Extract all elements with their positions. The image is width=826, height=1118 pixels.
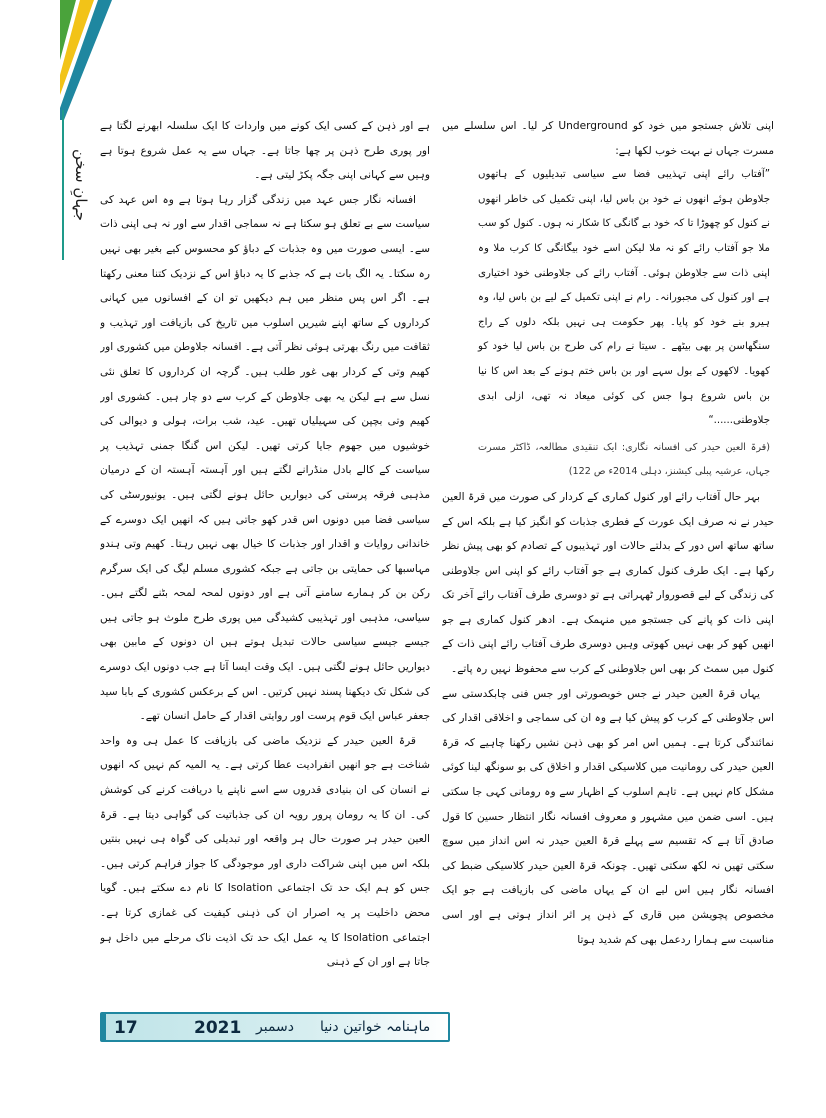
intro-paragraph: اپنی تلاش جستجو میں خود کو Underground کر لیا۔ اس سلسلے میں مسرت جہاں نے بہت خوب لکھا ہے: — [442, 120, 774, 157]
page-footer — [100, 1012, 450, 1042]
body-paragraph: یہاں قرۃ العین حیدر نے جس خوبصورتی اور جس فنی چابکدستی سے اس جلاوطنی کے کرب کو پیش کیا ہے وہ ان کی سماجی و اخلاقی اقدار کی نمائندگی کرتا ہے۔ ہمیں اس امر کو بھی ذہن نشیں رکھنا چاہیے کہ قرۃ العین حیدر کی رومانیت میں کلاسیکی اقدار و اخلاق کی بو سونگھ لینا کوئی مشکل کام نہیں ہے۔ تاہم اسلوب کے اظہار سے وہ رومانی کہی جا سکتی ہیں۔ اسی ضمن میں مشہور و معروف افسانہ نگار انتظار حسین کا قول صادق آتا ہے کہ تقسیم سے پہلے قرۃ العین حیدر نہ اس انداز میں سوچ سکتی تھیں نہ لکھ سکتی تھیں۔ چونکہ قرۃ العین حیدر کلاسیکی ضبط کی افسانہ نگار ہیں اس لیے ان کے یہاں ماضی کی بازیافت ہے جو ایک مخصوص پچویشن میں قاری کے ذہن پر اثر انداز ہوتی ہے اور اسی مناسبت سے ہمارا ردعمل بھی کم شدید ہوتا — [442, 687, 774, 946]
page-number: 17 — [114, 1018, 138, 1038]
block-quote: ”آفتاب رائے اپنی تہذیبی فضا سے سیاسی تبدیلیوں کے ہاتھوں جلاوطن ہوئے انھوں نے خود بن باس لیا، اپنی تکمیل کی خاطر انھوں نے کنول کو چھوڑا تا کہ خود بے گانگی کا شکار نہ ہوں۔ کنول کو سب ملا جو آفتاب رائے کو نہ ملا لیکن اسے خود بیگانگی کا کرب ملا وہ اپنی ذات سے جلاوطن ہوئی۔ آفتاب رائے کی جلاوطنی خود اختیاری ہے اور کنول کی مجبورانہ۔ رام نے اپنی تکمیل کے لیے بن باس لیا، وہ ہیرو بنے خود کو پایا۔ پھر حکومت ہی نہیں بلکہ دلوں کے راج سنگھاسن پر بھی بیٹھے ۔ سیتا نے رام کی طرح بن باس لیا خود کو کھویا۔ لاکھوں کے بول سہے اور بن باس ختم ہونے کے بعد اس کا نیا بن باس شروع ہوا جس کی کوئی میعاد نہ تھی، ازلی ابدی جلاوطنی......“ — [478, 169, 770, 427]
body-paragraph: افسانہ نگار جس عہد میں زندگی گزار رہا ہوتا ہے وہ اس عہد کی سیاست سے بے تعلق ہو سکتا ہے نہ سماجی اقدار سے اور نہ ہی اپنی ذات سے۔ ایسی صورت میں وہ جذبات کے دباؤ کو محسوس کیے بغیر بھی نہیں رہ سکتا۔ یہ الگ بات ہے کہ جذبے کا یہ دباؤ اس کے نزدیک کتنا معنی رکھتا ہے۔ اگر اس پس منظر میں ہم دیکھیں تو ان کے افسانوں میں کہانی کرداروں کے ساتھ اپنے شیریں اسلوب میں تاریخ کی بازیافت اور تہذیب و ثقافت میں رنگ بھرتی ہوئی نظر آتی ہے۔ افسانہ جلاوطن میں کشوری اور کھیم وتی کے کردار بھی غور طلب ہیں۔ گرچہ ان کرداروں کا تعلق نئی نسل سے ہے لیکن یہ بھی جلاوطن کے کرب سے دو چار ہیں۔ کشوری اور کھیم وتی بچپن کی سہیلیاں تھیں۔ عید، شب برات، ہولی و دیوالی کی خوشیوں میں جھوم جایا کرتی تھیں۔ لیکن اس گنگا جمنی تہذیب پر سیاست کے کالے بادل منڈرانے لگتے ہیں اور آہستہ آہستہ ان کے درمیان مذہبی فرقہ پرستی کی دیواریں حائل ہونے لگتی ہیں۔ یونیورسٹی کی سیاسی فضا میں دونوں اس قدر کھو جاتی ہیں کہ انھیں ایک دوسرے کے خاندانی روایات و اقدار اور جذبات کا خیال بھی نہیں رہتا۔ کھیم وتی ہندو مہاسبھا کی حمایتی بن جاتی ہے جبکہ کشوری مسلم لیگ کی ایک سرگرم رکن بن کر ہمارے سامنے آتی ہے اور دونوں لمحہ لمحہ بٹنے لگتے ہیں۔ سیاسی، مذہبی اور تہذیبی کشیدگی میں پوری طرح ملوث ہو جاتی ہیں جیسے جیسے سیاسی حالات تبدیل ہوتے ہیں ان دونوں کے مابین بھی دیواریں حائل ہونے لگتی ہیں۔ ایک وقت ایسا آتا ہے جب دونوں ایک دوسرے کی شکل تک دیکھنا پسند نہیں کرتیں۔ اس کے برعکس کشوری کے بابا سید جعفر عباس ایک قوم پرست اور روایتی اقدار کے حامل انسان تھے۔ — [100, 193, 430, 723]
section-label: جہانِ سخن — [72, 148, 90, 222]
issue-month: دسمبر — [256, 1019, 295, 1035]
section-label-tab — [62, 110, 98, 260]
body-paragraph: بہر حال آفتاب رائے اور کنول کماری کے کردار کی صورت میں قرۃ العین حیدر نے نہ صرف ایک عورت کے فطری جذبات کو انگیز کیا ہے بلکہ اس کے ساتھ ساتھ اس دور کے بدلتے حالات اور تہذیبوں کے تصادم کو بھی پیش نظر رکھا ہے۔ ایک طرف کنول کماری ہے جو آفتاب رائے کو اپنی اس جلاوطنی کی زندگی کے لیے قصوروار ٹھہراتی ہے تو دوسری طرف آفتاب رائے آخر تک اپنی ذات کو پانے کی جستجو میں منہمک ہے۔ ادھر کنول کماری ہے جو انھیں کھو کر بھی نہیں کھوتی وہیں دوسری طرف آفتاب رائے اپنی ذات کے کنول میں سمٹ کر بھی اس جلاوطنی کے کرب سے محفوظ نہیں رہ پاتے۔ — [442, 490, 774, 676]
body-paragraph: قرۃ العین حیدر کے نزدیک ماضی کی بازیافت کا عمل ہی وہ واحد شناخت ہے جو انھیں انفرادیت عطا کرتی ہے۔ یہ المیہ کم نہیں کہ انھوں نے انسان کی ان بنیادی قدروں سے اسے ناپنے یا دریافت کرنے کی کوشش کی۔ ان کا یہ رومان پرور رویہ ان کی جذباتیت کی گواہی دیتا ہے۔ قرۃ العین حیدر ہر صورت حال ہر واقعہ اور تبدیلی کی گواہ ہی نہیں بنتیں بلکہ اس میں اپنی شراکت داری اور موجودگی کا جواز فراہم کرتی ہیں۔ جس کو ہم ایک حد تک اجتماعی Isolation کا نام دے سکتے ہیں۔ گویا محض داخلیت پر یہ اصرار ان کی ذہنی کیفیت کی غمازی کرتا ہے۔ اجتماعی Isolation کا یہ عمل ایک حد تک اذیت ناک مرحلے میں داخل ہو جاتا ہے اور ان کے ذہنی — [100, 734, 430, 969]
right-column — [442, 114, 774, 1006]
left-column — [100, 114, 430, 1006]
body-paragraph: ہے اور ذہن کے کسی ایک کونے میں واردات کا ایک سلسلہ ابھرنے لگتا ہے اور پوری طرح ذہن پر چھا جاتا ہے۔ جہاں سے یہ عمل شروع ہوتا ہے وہیں سے کہانی اپنی جگہ پکڑ لیتی ہے۔ — [100, 120, 430, 182]
decorative-stripes — [60, 0, 120, 120]
magazine-name: ماہنامہ خواتین دنیا — [320, 1019, 431, 1035]
issue-year: 2021 — [194, 1018, 242, 1038]
quote-reference: (قرۃ العین حیدر کی افسانہ نگاری: ایک تنقیدی مطالعہ، ڈاکٹر مسرت جہاں، عرشیہ پبلی کیشنز، دہلی 2014ء ص 122) — [478, 441, 770, 478]
